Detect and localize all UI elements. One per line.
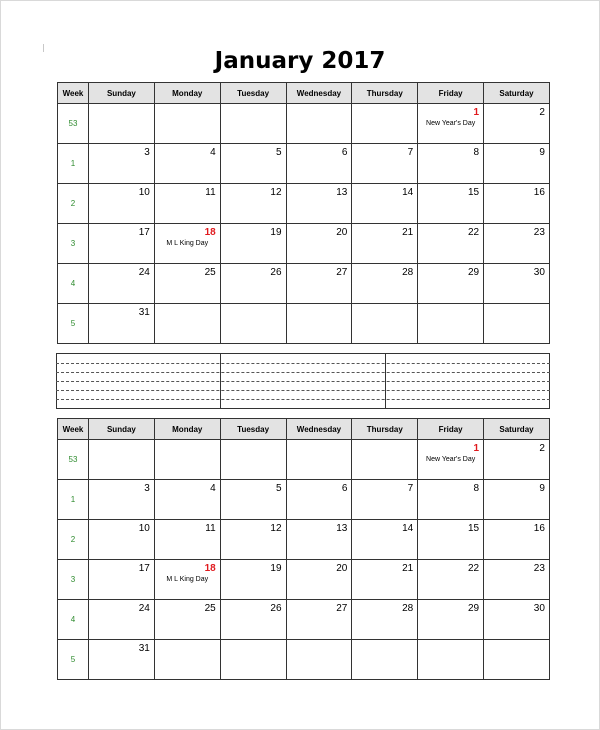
header-sunday: Sunday bbox=[89, 83, 155, 104]
day-cell[interactable] bbox=[352, 304, 418, 344]
day-cell[interactable] bbox=[89, 264, 155, 304]
day-cell[interactable] bbox=[484, 440, 550, 480]
day-number: 25 bbox=[204, 603, 216, 614]
header-row bbox=[58, 83, 550, 104]
day-number: 24 bbox=[138, 603, 150, 614]
day-cell[interactable] bbox=[220, 264, 286, 304]
header-friday: Friday bbox=[418, 419, 484, 440]
day-cell[interactable] bbox=[89, 640, 155, 680]
header-monday: Monday bbox=[154, 419, 220, 440]
day-number: 18 bbox=[204, 227, 216, 238]
day-cell[interactable] bbox=[418, 440, 484, 480]
day-number: 3 bbox=[144, 147, 150, 158]
day-cell[interactable] bbox=[89, 440, 155, 480]
day-cell[interactable] bbox=[220, 480, 286, 520]
day-number bbox=[155, 640, 220, 643]
day-number: 26 bbox=[270, 267, 282, 278]
day-number: 22 bbox=[467, 227, 480, 238]
day-number bbox=[89, 440, 154, 443]
week-number: 5 bbox=[58, 640, 89, 680]
day-number: 8 bbox=[473, 483, 480, 494]
day-number: 10 bbox=[138, 187, 150, 198]
day-cell[interactable] bbox=[89, 560, 155, 600]
day-number: 10 bbox=[138, 523, 150, 534]
day-cell[interactable] bbox=[484, 104, 550, 144]
day-number: 4 bbox=[210, 147, 216, 158]
week-number: 1 bbox=[58, 480, 89, 520]
day-number: 29 bbox=[467, 267, 480, 278]
day-number bbox=[221, 440, 286, 443]
day-cell[interactable] bbox=[484, 264, 550, 304]
day-number: 17 bbox=[138, 227, 150, 238]
day-number: 8 bbox=[473, 147, 480, 158]
header-thursday: Thursday bbox=[352, 83, 418, 104]
day-number: 26 bbox=[270, 603, 282, 614]
day-cell[interactable] bbox=[286, 264, 352, 304]
notes-line bbox=[56, 363, 550, 364]
header-week: Week bbox=[58, 419, 89, 440]
day-cell[interactable] bbox=[220, 104, 286, 144]
week-row bbox=[58, 640, 550, 680]
day-cell[interactable] bbox=[352, 480, 418, 520]
day-cell[interactable] bbox=[286, 560, 352, 600]
day-cell[interactable] bbox=[220, 520, 286, 560]
day-number: 31 bbox=[138, 643, 150, 654]
week-number: 2 bbox=[58, 184, 89, 224]
day-number: 23 bbox=[533, 227, 545, 238]
week-row bbox=[58, 480, 550, 520]
day-cell[interactable] bbox=[418, 224, 484, 264]
day-number bbox=[221, 640, 286, 643]
day-cell[interactable] bbox=[484, 224, 550, 264]
day-number: 16 bbox=[533, 187, 545, 198]
header-saturday: Saturday bbox=[484, 419, 550, 440]
week-row bbox=[58, 144, 550, 184]
day-cell[interactable] bbox=[89, 600, 155, 640]
day-number: 13 bbox=[336, 187, 348, 198]
header-sunday: Sunday bbox=[89, 419, 155, 440]
day-number: 6 bbox=[341, 147, 348, 158]
day-cell[interactable] bbox=[89, 480, 155, 520]
week-row bbox=[58, 224, 550, 264]
day-cell[interactable] bbox=[352, 600, 418, 640]
day-number: 5 bbox=[275, 147, 282, 158]
day-cell[interactable] bbox=[286, 184, 352, 224]
day-number: 15 bbox=[467, 187, 480, 198]
day-cell[interactable] bbox=[89, 144, 155, 184]
day-number: 4 bbox=[210, 483, 216, 494]
day-cell[interactable] bbox=[418, 144, 484, 184]
holiday-label: M L King Day bbox=[166, 576, 209, 583]
day-number bbox=[352, 640, 417, 643]
day-cell[interactable] bbox=[352, 144, 418, 184]
day-number bbox=[287, 440, 352, 443]
day-number: 23 bbox=[533, 563, 545, 574]
holiday-label: New Year's Day bbox=[426, 456, 476, 463]
day-cell[interactable] bbox=[286, 520, 352, 560]
week-number: 2 bbox=[58, 520, 89, 560]
day-cell[interactable] bbox=[154, 440, 220, 480]
header-row bbox=[58, 419, 550, 440]
header-wednesday: Wednesday bbox=[286, 419, 352, 440]
day-cell[interactable] bbox=[220, 600, 286, 640]
day-number: 22 bbox=[467, 563, 480, 574]
day-number: 18 bbox=[204, 563, 216, 574]
day-number: 13 bbox=[336, 523, 348, 534]
day-number: 9 bbox=[539, 147, 545, 158]
day-number: 15 bbox=[467, 523, 480, 534]
day-number bbox=[352, 440, 417, 443]
week-number: 53 bbox=[58, 104, 89, 144]
day-number: 21 bbox=[402, 227, 414, 238]
day-number: 30 bbox=[533, 267, 545, 278]
day-cell[interactable] bbox=[484, 600, 550, 640]
day-number bbox=[352, 304, 417, 307]
week-row bbox=[58, 560, 550, 600]
header-week: Week bbox=[58, 83, 89, 104]
day-number bbox=[418, 640, 483, 643]
day-number bbox=[221, 104, 286, 107]
day-number: 14 bbox=[402, 523, 414, 534]
notes-line bbox=[56, 372, 550, 373]
day-cell[interactable] bbox=[89, 184, 155, 224]
day-number: 9 bbox=[539, 483, 545, 494]
week-row bbox=[58, 440, 550, 480]
day-cell[interactable] bbox=[154, 104, 220, 144]
day-cell[interactable] bbox=[484, 304, 550, 344]
day-number bbox=[484, 640, 549, 643]
day-number: 19 bbox=[270, 227, 282, 238]
day-number: 21 bbox=[402, 563, 414, 574]
day-number bbox=[221, 304, 286, 307]
day-cell[interactable] bbox=[484, 520, 550, 560]
day-cell[interactable] bbox=[89, 224, 155, 264]
day-cell[interactable] bbox=[418, 600, 484, 640]
day-number: 7 bbox=[407, 147, 414, 158]
day-number bbox=[287, 640, 352, 643]
day-cell[interactable] bbox=[418, 304, 484, 344]
day-cell[interactable] bbox=[154, 600, 220, 640]
day-cell[interactable] bbox=[154, 264, 220, 304]
day-cell[interactable] bbox=[154, 184, 220, 224]
day-number: 24 bbox=[138, 267, 150, 278]
day-cell[interactable] bbox=[89, 520, 155, 560]
day-number bbox=[155, 440, 220, 443]
day-cell[interactable] bbox=[154, 304, 220, 344]
header-thursday: Thursday bbox=[352, 419, 418, 440]
day-number bbox=[484, 304, 549, 307]
week-number: 4 bbox=[58, 600, 89, 640]
day-cell[interactable] bbox=[220, 184, 286, 224]
day-cell[interactable] bbox=[352, 640, 418, 680]
day-cell[interactable] bbox=[352, 224, 418, 264]
day-cell[interactable] bbox=[286, 304, 352, 344]
header-tuesday: Tuesday bbox=[220, 419, 286, 440]
day-cell[interactable] bbox=[154, 224, 220, 264]
day-cell[interactable] bbox=[154, 480, 220, 520]
header-saturday: Saturday bbox=[484, 83, 550, 104]
day-cell[interactable] bbox=[154, 640, 220, 680]
day-number: 11 bbox=[205, 523, 216, 534]
day-number: 29 bbox=[467, 603, 480, 614]
day-cell[interactable] bbox=[418, 480, 484, 520]
day-cell[interactable] bbox=[352, 264, 418, 304]
day-number: 27 bbox=[336, 267, 348, 278]
week-number: 3 bbox=[58, 560, 89, 600]
day-cell[interactable] bbox=[484, 640, 550, 680]
day-cell[interactable] bbox=[154, 520, 220, 560]
day-number: 20 bbox=[336, 563, 348, 574]
day-cell[interactable] bbox=[154, 560, 220, 600]
week-number: 5 bbox=[58, 304, 89, 344]
day-cell[interactable] bbox=[286, 640, 352, 680]
day-number: 7 bbox=[407, 483, 414, 494]
week-number: 3 bbox=[58, 224, 89, 264]
header-wednesday: Wednesday bbox=[286, 83, 352, 104]
day-cell[interactable] bbox=[220, 440, 286, 480]
day-cell[interactable] bbox=[352, 184, 418, 224]
day-cell[interactable] bbox=[89, 104, 155, 144]
day-number: 19 bbox=[270, 563, 282, 574]
day-number: 5 bbox=[275, 483, 282, 494]
week-row bbox=[58, 184, 550, 224]
week-number: 4 bbox=[58, 264, 89, 304]
day-cell[interactable] bbox=[220, 224, 286, 264]
day-cell[interactable] bbox=[418, 264, 484, 304]
day-number bbox=[155, 304, 220, 307]
day-cell[interactable] bbox=[220, 144, 286, 184]
day-number bbox=[89, 104, 154, 107]
day-cell[interactable] bbox=[286, 144, 352, 184]
day-cell[interactable] bbox=[418, 560, 484, 600]
notes-line bbox=[56, 381, 550, 382]
header-monday: Monday bbox=[154, 83, 220, 104]
day-number: 2 bbox=[539, 107, 545, 118]
day-number bbox=[352, 104, 417, 107]
day-cell[interactable] bbox=[89, 304, 155, 344]
week-row bbox=[58, 264, 550, 304]
day-number: 30 bbox=[533, 603, 545, 614]
week-row bbox=[58, 600, 550, 640]
day-number: 28 bbox=[402, 603, 414, 614]
day-cell[interactable] bbox=[286, 440, 352, 480]
day-cell[interactable] bbox=[352, 520, 418, 560]
day-number bbox=[418, 304, 483, 307]
day-cell[interactable] bbox=[484, 560, 550, 600]
day-cell[interactable] bbox=[418, 520, 484, 560]
day-cell[interactable] bbox=[220, 640, 286, 680]
day-cell[interactable] bbox=[484, 184, 550, 224]
page-title: January 2017 bbox=[214, 48, 386, 74]
day-number: 3 bbox=[144, 483, 150, 494]
day-number: 1 bbox=[473, 107, 480, 118]
holiday-label: New Year's Day bbox=[426, 120, 476, 127]
day-number: 12 bbox=[270, 523, 282, 534]
day-cell[interactable] bbox=[154, 144, 220, 184]
day-cell[interactable] bbox=[352, 440, 418, 480]
notes-line bbox=[56, 399, 550, 400]
calendar-table-top bbox=[57, 82, 550, 344]
day-cell[interactable] bbox=[220, 560, 286, 600]
notes-line-bottom bbox=[56, 408, 550, 409]
day-cell[interactable] bbox=[484, 480, 550, 520]
day-cell[interactable] bbox=[418, 184, 484, 224]
day-cell[interactable] bbox=[418, 640, 484, 680]
week-number: 1 bbox=[58, 144, 89, 184]
calendar-table-bottom bbox=[57, 418, 550, 680]
day-number bbox=[287, 304, 352, 307]
day-cell[interactable] bbox=[220, 304, 286, 344]
day-number: 17 bbox=[138, 563, 150, 574]
day-cell[interactable] bbox=[352, 560, 418, 600]
notes-line bbox=[56, 390, 550, 391]
day-cell[interactable] bbox=[286, 224, 352, 264]
day-number bbox=[287, 104, 352, 107]
day-cell[interactable] bbox=[352, 104, 418, 144]
day-number: 25 bbox=[204, 267, 216, 278]
week-row bbox=[58, 520, 550, 560]
notes-area bbox=[56, 353, 550, 409]
day-number: 31 bbox=[138, 307, 150, 318]
header-tuesday: Tuesday bbox=[220, 83, 286, 104]
day-number: 27 bbox=[336, 603, 348, 614]
week-row bbox=[58, 104, 550, 144]
week-number: 53 bbox=[58, 440, 89, 480]
day-number: 28 bbox=[402, 267, 414, 278]
day-cell[interactable] bbox=[418, 104, 484, 144]
day-number: 20 bbox=[336, 227, 348, 238]
day-cell[interactable] bbox=[286, 104, 352, 144]
day-number bbox=[155, 104, 220, 107]
day-number: 14 bbox=[402, 187, 414, 198]
week-row bbox=[58, 304, 550, 344]
day-cell[interactable] bbox=[286, 480, 352, 520]
day-number: 16 bbox=[533, 523, 545, 534]
day-number: 12 bbox=[270, 187, 282, 198]
day-number: 2 bbox=[539, 443, 545, 454]
header-friday: Friday bbox=[418, 83, 484, 104]
day-number: 1 bbox=[473, 443, 480, 454]
day-cell[interactable] bbox=[484, 144, 550, 184]
holiday-label: M L King Day bbox=[166, 240, 209, 247]
day-cell[interactable] bbox=[286, 600, 352, 640]
day-number: 6 bbox=[341, 483, 348, 494]
day-number: 11 bbox=[205, 187, 216, 198]
